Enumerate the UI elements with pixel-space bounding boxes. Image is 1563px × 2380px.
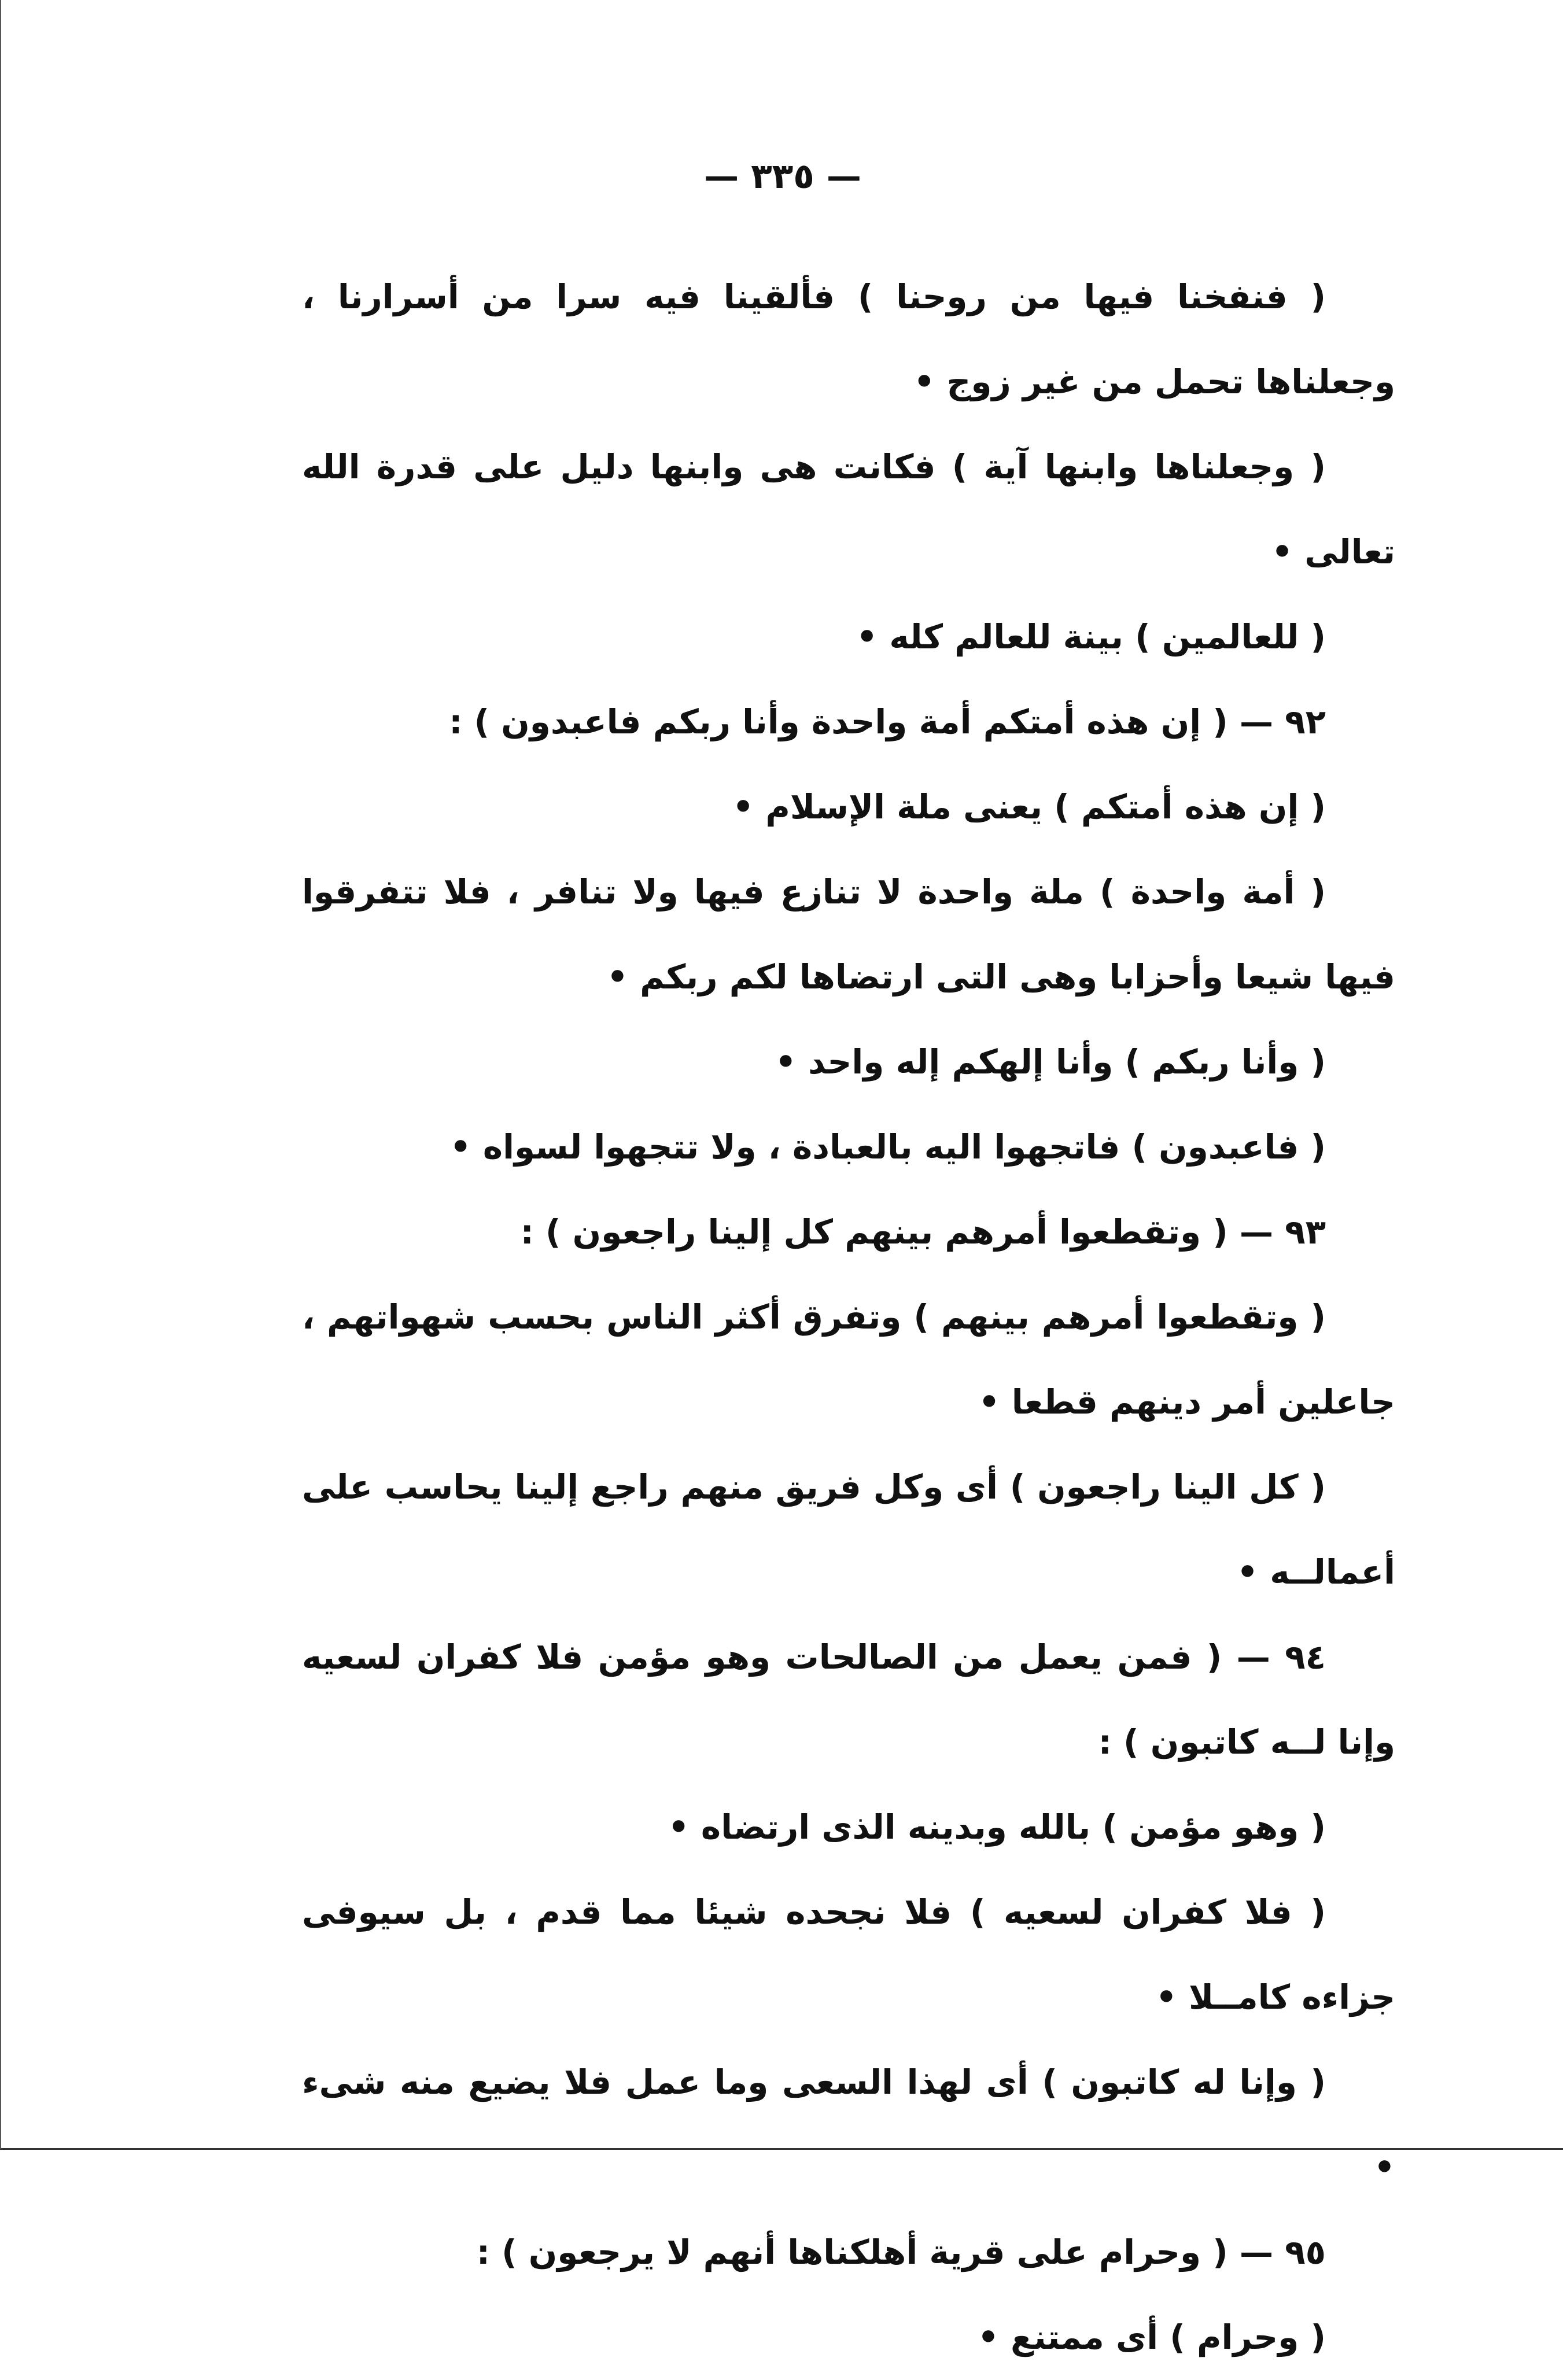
paragraph: ( فلا كفران لسعيه ) فلا نجحده شيئا مما قدم ، بل سيوفى جزاءه كامــلا • [302, 1892, 1395, 2017]
verse-heading-94: ٩٤ — ( فمن يعمل من الصالحات وهو مؤمن فلا كفران لسعيه وإنا لــه كاتبون ) : [302, 1637, 1395, 1762]
page-number: — ٣٣٥ — [704, 156, 861, 197]
paragraph: ( وأنا ربكم ) وأنا إلهكم إله واحد • [775, 1042, 1326, 1082]
paragraph: ( وتقطعوا أمرهم بينهم ) وتفرق أكثر الناس بحسب شهواتهم ، جاعلين أمر دينهم قطعا • [302, 1297, 1395, 1422]
paragraph: ( كل الينا راجعون ) أى وكل فريق منهم راجع إلينا يحاسب على أعمالــه • [302, 1467, 1395, 1592]
paragraph: ( أمة واحدة ) ملة واحدة لا تنازع فيها ولا تنافر ، فلا تتفرقوا فيها شيعا وأحزابا وهى التى ارتضاها لكم ربكم • [302, 872, 1395, 997]
paragraph: ( فنفخنا فيها من روحنا ) فألقينا فيه سرا من أسرارنا ، وجعلناها تحمل من غير زوج • [302, 277, 1395, 401]
page-body [302, 254, 1395, 2380]
paragraph: ( وحرام ) أى ممتنع • [977, 2318, 1326, 2357]
verse-heading-95: ٩٥ — ( وحرام على قرية أهلكناها أنهم لا يرجعون ) : [476, 2233, 1326, 2272]
verse-heading-93: ٩٣ — ( وتقطعوا أمرهم بينهم كل إلينا راجعون ) : [520, 1212, 1326, 1252]
paragraph: ( فاعبدون ) فاتجهوا اليه بالعبادة ، ولا تتجهوا لسواه • [449, 1127, 1326, 1167]
paragraph: ( وهو مؤمن ) بالله وبدينه الذى ارتضاه • [668, 1807, 1326, 1847]
verse-heading-92: ٩٢ — ( إن هذه أمتكم أمة واحدة وأنا ربكم فاعبدون ) : [449, 702, 1326, 741]
paragraph: ( وإنا له كاتبون ) أى لهذا السعى وما عمل فلا يضيع منه شىء • [302, 2062, 1395, 2187]
paragraph: ( للعالمين ) بينة للعالم كله • [856, 617, 1326, 656]
paragraph: ( وجعلناها وابنها آية ) فكانت هى وابنها دليل على قدرة الله تعالى • [302, 447, 1395, 571]
paragraph: ( إن هذه أمتكم ) يعنى ملة الإسلام • [732, 787, 1326, 826]
